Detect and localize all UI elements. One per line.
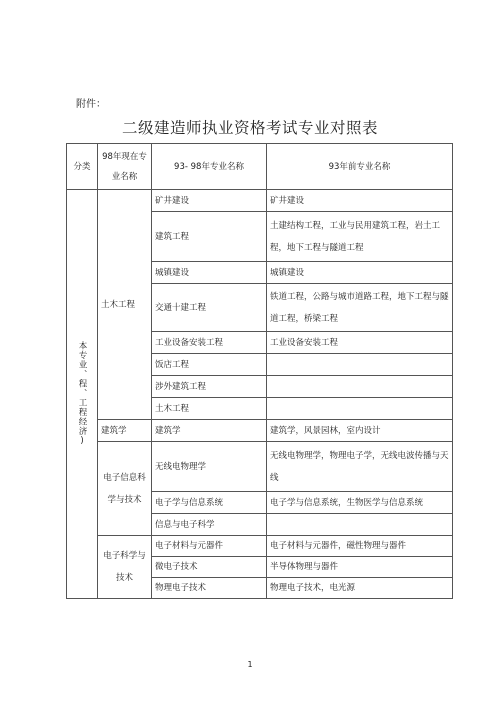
- mid-name-cell: 建筑学: [152, 420, 267, 442]
- page-title: 二级建造师执业资格考试专业对照表: [121, 119, 378, 137]
- pre-name-cell: 土建结构工程，工业与民用建筑工程，岩土工程，地下工程与隧道工程: [267, 212, 453, 262]
- header-category: 分类: [67, 144, 98, 190]
- page-number: 1: [247, 660, 253, 669]
- category-cell: [67, 190, 98, 599]
- pre-name-cell: 无线电物理学，物理电子学，无线电波传播与天线: [267, 442, 453, 492]
- table-row: [67, 190, 453, 212]
- mid-name-cell: 物理电子技术: [152, 578, 267, 599]
- mid-name-cell: 微电子技术: [152, 557, 267, 578]
- pre-name-cell: 铁道工程，公路与城市道路工程，地下工程与隧道工程，桥梁工程: [267, 284, 453, 332]
- mid-name-cell: 建筑工程: [152, 212, 267, 262]
- table-row: [67, 536, 453, 557]
- pre-name-cell: 物理电子技术，电光源: [267, 578, 453, 599]
- table-row: [67, 420, 453, 442]
- mid-name-cell: 饭店工程: [152, 354, 267, 376]
- mid-name-cell: 无线电物理学: [152, 442, 267, 492]
- group-name-cell: 电子信息科学与技术: [98, 442, 152, 536]
- header-name-pre93: 93年前专业名称: [267, 144, 453, 190]
- pre-name-cell: 城镇建设: [267, 262, 453, 284]
- header-name-93-98: 93- 98年专业名称: [152, 144, 267, 190]
- pre-name-cell: 矿井建设: [267, 190, 453, 212]
- pre-name-cell: [267, 398, 453, 420]
- mid-name-cell: 土木工程: [152, 398, 267, 420]
- mid-name-cell: 交通十建工程: [152, 284, 267, 332]
- pre-name-cell: 电子学与信息系统，生物医学与信息系统: [267, 492, 453, 514]
- pre-name-cell: 建筑学，风景园林，室内设计: [267, 420, 453, 442]
- group-name-cell: 土木工程: [98, 190, 152, 420]
- table-header-row: [67, 144, 453, 190]
- mid-name-cell: 信息与电子科学: [152, 514, 267, 536]
- pre-name-cell: 半导体物理与器件: [267, 557, 453, 578]
- header-current-name: 98年现在专业名称: [98, 144, 152, 190]
- pre-name-cell: [267, 376, 453, 398]
- pre-name-cell: [267, 354, 453, 376]
- pre-name-cell: [267, 514, 453, 536]
- category-text: 本专业、程、工程经济): [77, 341, 87, 447]
- mid-name-cell: 涉外建筑工程: [152, 376, 267, 398]
- major-comparison-table: [66, 143, 453, 599]
- mid-name-cell: 电子学与信息系统: [152, 492, 267, 514]
- mid-name-cell: 电子材料与元器件: [152, 536, 267, 557]
- attachment-label: 附件：: [76, 99, 106, 110]
- group-name-cell: 建筑学: [98, 420, 152, 442]
- pre-name-cell: 工业设备安装工程: [267, 332, 453, 354]
- mid-name-cell: 城镇建设: [152, 262, 267, 284]
- mid-name-cell: 工业设备安装工程: [152, 332, 267, 354]
- pre-name-cell: 电子材料与元器件，磁性物理与器件: [267, 536, 453, 557]
- table-row: [67, 442, 453, 492]
- group-name-cell: 电子科学与技术: [98, 536, 152, 599]
- mid-name-cell: 矿井建设: [152, 190, 267, 212]
